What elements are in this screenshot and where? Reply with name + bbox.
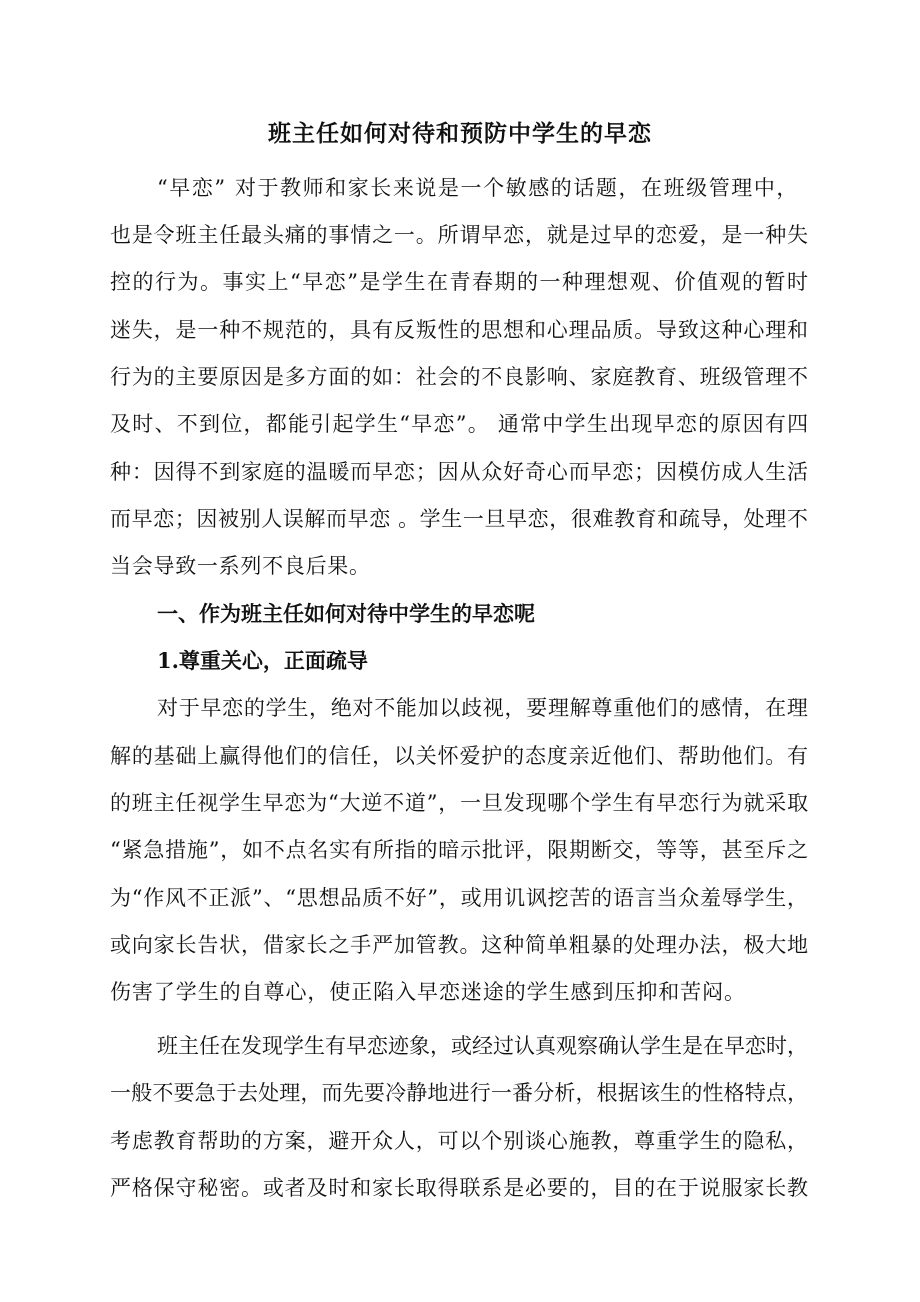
paragraph-line: 控的行为。事实上“早恋”是学生在青春期的一种理想观、价值观的暂时 — [110, 270, 810, 294]
paragraph-line: 及时、不到位，都能引起学生“早恋”。 通常中学生出现早恋的原因有四 — [110, 412, 810, 436]
paragraph-line: 考虑教育帮助的方案，避开众人，可以个别谈心施教，尊重学生的隐私， — [110, 1129, 809, 1153]
paragraph-line: 或向家长告状，借家长之手严加管教。这种简单粗暴的处理办法，极大地 — [110, 933, 809, 957]
paragraph-line: 种：因得不到家庭的温暖而早恋；因从众好奇心而早恋；因模仿成人生活 — [110, 460, 809, 484]
paragraph-line: 解的基础上赢得他们的信任，以关怀爱护的态度亲近他们、帮助他们。有 — [110, 744, 809, 768]
paragraph-line: “早恋” 对于教师和家长来说是一个敏感的话题，在班级管理中， — [157, 176, 799, 200]
paragraph-line: 迷失，是一种不规范的，具有反叛性的思想和心理品质。导致这种心理和 — [110, 318, 809, 342]
paragraph-line: 班主任在发现学生有早恋迹象，或经过认真观察确认学生是在早恋时， — [157, 1034, 808, 1058]
paragraph-line: 的班主任视学生早恋为“大逆不道”，一旦发现哪个学生有早恋行为就采取 — [110, 791, 809, 815]
subsection-heading: 1.尊重关心，正面疏导 — [157, 648, 368, 673]
section-heading: 一、作为班主任如何对待中学生的早恋呢 — [157, 601, 535, 626]
paragraph-line: 伤害了学生的自尊心，使正陷入早恋迷途的学生感到压抑和苦闷。 — [110, 980, 746, 1004]
page-title: 班主任如何对待和预防中学生的早恋 — [268, 120, 652, 147]
paragraph-line: 行为的主要原因是多方面的如：社会的不良影响、家庭教育、班级管理不 — [110, 365, 809, 389]
paragraph-line: 一般不要急于去处理，而先要冷静地进行一番分析，根据该生的性格特点， — [110, 1081, 809, 1105]
paragraph-line: 为“作风不正派”、“思想品质不好”，或用讥讽挖苦的语言当众羞辱学生， — [110, 886, 809, 910]
paragraph-line: 当会导致一系列不良后果。 — [110, 554, 371, 578]
paragraph-line: “紧急措施”，如不点名实有所指的暗示批评，限期断交，等等，甚至斥之 — [110, 838, 809, 862]
paragraph-line: 对于早恋的学生，绝对不能加以歧视，要理解尊重他们的感情，在理 — [157, 696, 809, 720]
paragraph-line: 而早恋；因被别人误解而早恋 。学生一旦早恋，很难教育和疏导，处理不 — [110, 507, 809, 531]
paragraph-line: 也是令班主任最头痛的事情之一。所谓早恋，就是过早的恋爱，是一种失 — [110, 223, 809, 247]
paragraph-line: 严格保守秘密。或者及时和家长取得联系是必要的，目的在于说服家长教 — [110, 1176, 809, 1200]
